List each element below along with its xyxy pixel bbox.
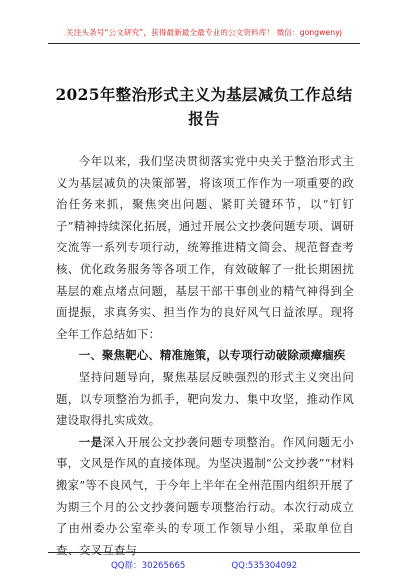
- page-header: [48, 17, 360, 44]
- section-1-paragraph: 坚持问题导向，聚焦基层反映强烈的形式主义突出问题，以专项整治为抓手，靶向发力、集中攻坚，推动作风建设取得扎实成效。: [56, 369, 354, 428]
- page-footer: [48, 552, 360, 573]
- footer-qq-group: QQ群：30265665: [110, 561, 186, 571]
- item-1-paragraph: [56, 432, 354, 562]
- footer-contacts: [48, 559, 360, 571]
- item-1-text: 深入开展公文抄袭问题专项整治。作风问题无小事，文风是作风的直接体现。为坚决遏制“公文抄袭”“材料搬家”等不良风气，于今年上半年在全州范围内组织开展了为期三个月的公文抄袭问题专项整治行动。本次行动成立了由州委办公室牵头的专项工作领导小组，采取单位自查、交叉互查与: [56, 434, 354, 557]
- section-heading-1: 一、聚焦靶心、精准施策，以专项行动破除顽瘴痼疾: [78, 348, 346, 363]
- header-promo-text: 关注头条号“公文研究”，获得最新最全最专业的公文资料库！ 微信：gongwenyj: [66, 28, 342, 37]
- footer-qq: QQ:535304092: [231, 561, 298, 571]
- item-1-lead: 一是: [78, 434, 103, 449]
- intro-paragraph: 今年以来，我们坚决贯彻落实党中央关于整治形式主义为基层减负的决策部署，将该项工作作为一项重要的政治任务来抓，聚焦突出问题、紧盯关键环节，以“钉钉子”精神持续深化拓展，通过开展公文抄袭问题专项、调研交流等一系列专项行动，统筹推进精文简会、规范督查考核、优化政务服务等各项工作，有效破解了一批长期困扰基层的难点堵点问题，基层干部干事创业的精气神得到全面提振，求真务实、担当作为的良好风气日益浓厚。现将全年工作总结如下：: [56, 154, 354, 341]
- document-body: [56, 151, 354, 561]
- document-title: 2025年整治形式主义为基层减负工作总结报告: [55, 86, 353, 128]
